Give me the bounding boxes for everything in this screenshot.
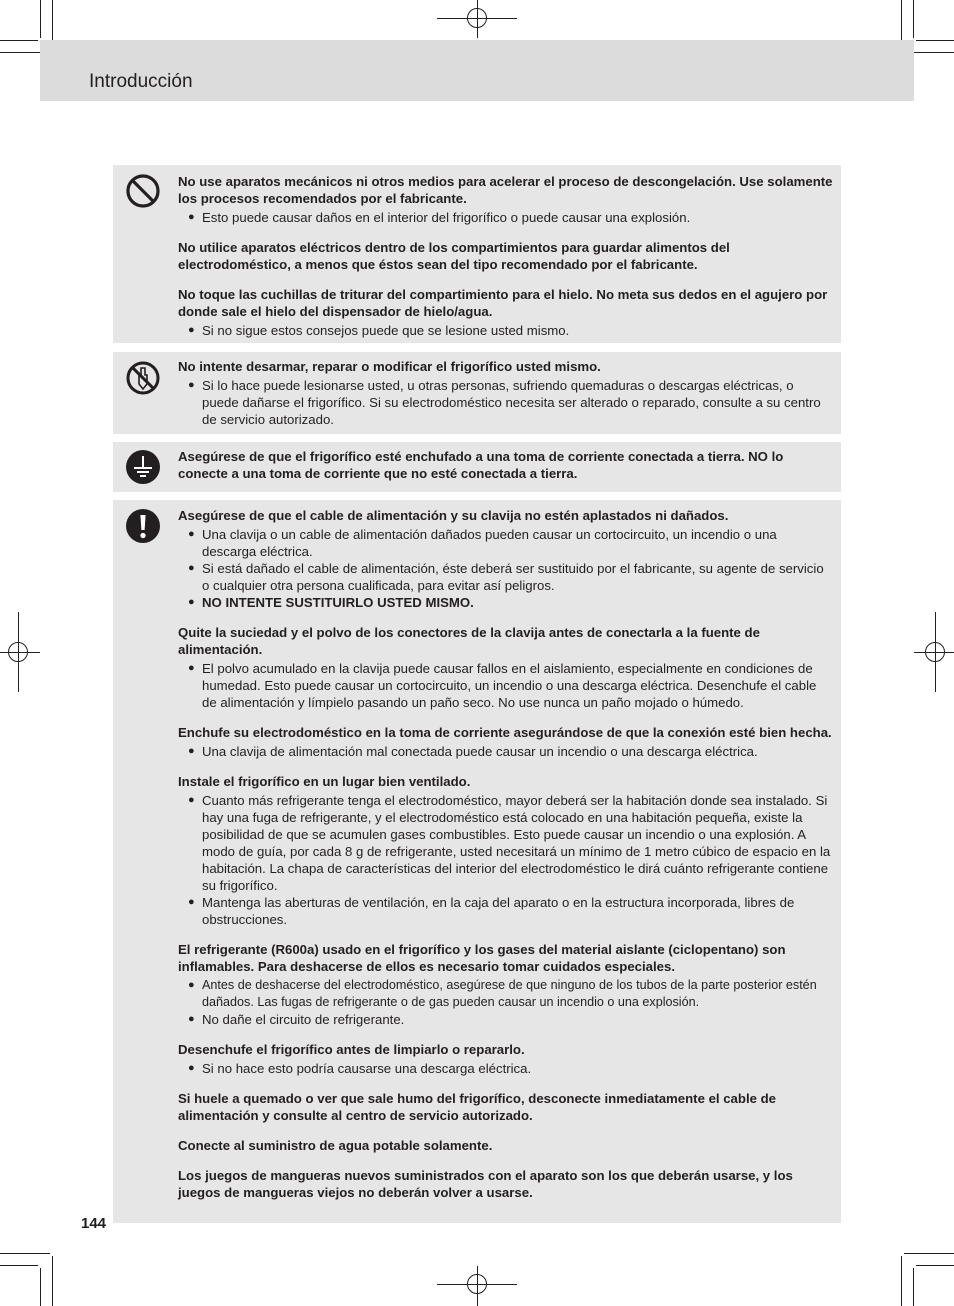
section-title: Introducción	[89, 71, 193, 92]
warning-heading: Los juegos de mangueras nuevos suministrados con el aparato son los que deberán usarse, y los juegos de mangueras viejos no deberán volver a usarse.	[178, 1168, 793, 1200]
warning-heading: El refrigerante (R600a) usado en el frigorífico y los gases del material aislante (ciclopentano) son inflamables. Para deshacerse de ellos es necesario tomar cuidados especiales.	[178, 942, 786, 974]
warning-item	[178, 239, 833, 273]
warning-heading: Desenchufe el frigorífico antes de limpiarlo o repararlo.	[178, 1042, 525, 1057]
warning-panel-ground	[113, 442, 841, 492]
prohibition-icon	[125, 173, 161, 209]
no-disassembly-icon	[125, 360, 161, 396]
warning-item	[178, 1167, 833, 1201]
warning-bullet: ● Si no hace esto podría causarse una descarga eléctrica.	[178, 1060, 833, 1077]
warning-bullet: ● Mantenga las aberturas de ventilación, en la caja del aparato o en la estructura incorporada, libres de obstrucciones.	[178, 894, 833, 928]
warning-item	[178, 448, 833, 482]
warning-heading: No intente desarmar, reparar o modificar el frigorífico usted mismo.	[178, 359, 601, 374]
warning-bullet: ● Antes de deshacerse del electrodoméstico, asegúrese de que ninguno de los tubos de la parte posterior estén dañados. Las fugas de refrigerante o de gas pueden causar un incendio o una explosión.	[178, 977, 833, 1011]
warning-heading: Quite la suciedad y el polvo de los conectores de la clavija antes de conectarla a la fuente de alimentación.	[178, 625, 760, 657]
page-number: 144	[81, 1215, 107, 1232]
warning-item	[178, 173, 833, 226]
warning-item	[178, 773, 833, 928]
warning-item	[178, 724, 833, 760]
warning-panel-no-disassembly	[113, 352, 841, 434]
warning-bullet: ● Esto puede causar daños en el interior del frigorífico o puede causar una explosión.	[178, 209, 833, 226]
warning-item	[178, 941, 833, 1028]
warning-bullet: ● Una clavija o un cable de alimentación dañados pueden causar un cortocircuito, un incendio o una descarga eléctrica.	[178, 526, 833, 560]
warning-bullet: ● El polvo acumulado en la clavija puede causar fallos en el aislamiento, especialmente en condiciones de humedad. Esto puede causar un cortocircuito, un incendio o una descarga eléctrica. Desenchufe el cable de alimentación y límpielo pasando un paño seco. No use nunca un paño mojado o húmedo.	[178, 660, 833, 711]
warning-heading: Asegúrese de que el frigorífico esté enchufado a una toma de corriente conectada a tierra. NO lo conecte a una toma de corriente que no esté conectada a tierra.	[178, 449, 784, 481]
warning-item	[178, 507, 833, 611]
warning-item	[178, 1090, 833, 1124]
warning-item	[178, 1137, 833, 1154]
warning-heading: Si huele a quemado o ver que sale humo del frigorífico, desconecte inmediatamente el cable de alimentación y consulte al centro de servicio autorizado.	[178, 1091, 777, 1123]
warning-bullet: ● Si está dañado el cable de alimentación, éste deberá ser sustituido por el fabricante, su agente de servicio o cualquier otra persona cualificada, para evitar así peligros.	[178, 560, 833, 594]
warning-bullet: ● No dañe el circuito de refrigerante.	[178, 1011, 833, 1028]
warning-item	[178, 358, 833, 428]
section-header	[40, 40, 914, 101]
warning-heading: No utilice aparatos eléctricos dentro de los compartimientos para guardar alimentos del electrodoméstico, a menos que éstos sean del tipo recomendado por el fabricante.	[178, 240, 730, 272]
exclamation-icon	[125, 508, 161, 544]
warning-bullet: ● NO INTENTE SUSTITUIRLO USTED MISMO.	[178, 594, 833, 611]
warning-panel-mandatory	[113, 500, 841, 1223]
warning-heading: Instale el frigorífico en un lugar bien ventilado.	[178, 774, 471, 789]
warning-item	[178, 286, 833, 339]
warning-bullet: ● Si lo hace puede lesionarse usted, u otras personas, sufriendo quemaduras o descargas eléctricas, o puede dañarse el frigorífico. Si su electrodoméstico necesita ser alterado o reparado, consulte a su centro de servicio autorizado.	[178, 377, 833, 428]
warning-bullet: ● Si no sigue estos consejos puede que se lesione usted mismo.	[178, 322, 833, 339]
warning-heading: Asegúrese de que el cable de alimentación y su clavija no estén aplastados ni dañados.	[178, 508, 729, 523]
warning-item	[178, 1041, 833, 1077]
warning-heading: No toque las cuchillas de triturar del compartimiento para el hielo. No meta sus dedos en el agujero por donde sale el hielo del dispensador de hielo/agua.	[178, 287, 828, 319]
warning-heading: Enchufe su electrodoméstico en la toma de corriente asegurándose de que la conexión esté bien hecha.	[178, 725, 832, 740]
warning-panel-prohibition	[113, 165, 841, 343]
warning-heading: No use aparatos mecánicos ni otros medios para acelerar el proceso de descongelación. Use solamente los procesos recomendados por el fabricante.	[178, 174, 833, 206]
warning-bullet: ● Cuanto más refrigerante tenga el electrodoméstico, mayor deberá ser la habitación donde sea instalado. Si hay una fuga de refrigerante, y el electrodoméstico está colocado en una habitación pequeña, existe la posibilidad de que se acumulen gases combustibles. Esto puede causar un incendio o una explosión. A modo de guía, por cada 8 g de refrigerante, usted necesitará un mínimo de 1 metro cúbico de espacio en la habitación. La chapa de características del interior del electrodoméstico le dirá cuánto refrigerante contiene su frigorífico.	[178, 792, 833, 894]
ground-icon	[125, 449, 161, 485]
warning-bullet: ● Una clavija de alimentación mal conectada puede causar un incendio o una descarga eléctrica.	[178, 743, 833, 760]
warning-item	[178, 624, 833, 711]
warning-heading: Conecte al suministro de agua potable solamente.	[178, 1138, 493, 1153]
